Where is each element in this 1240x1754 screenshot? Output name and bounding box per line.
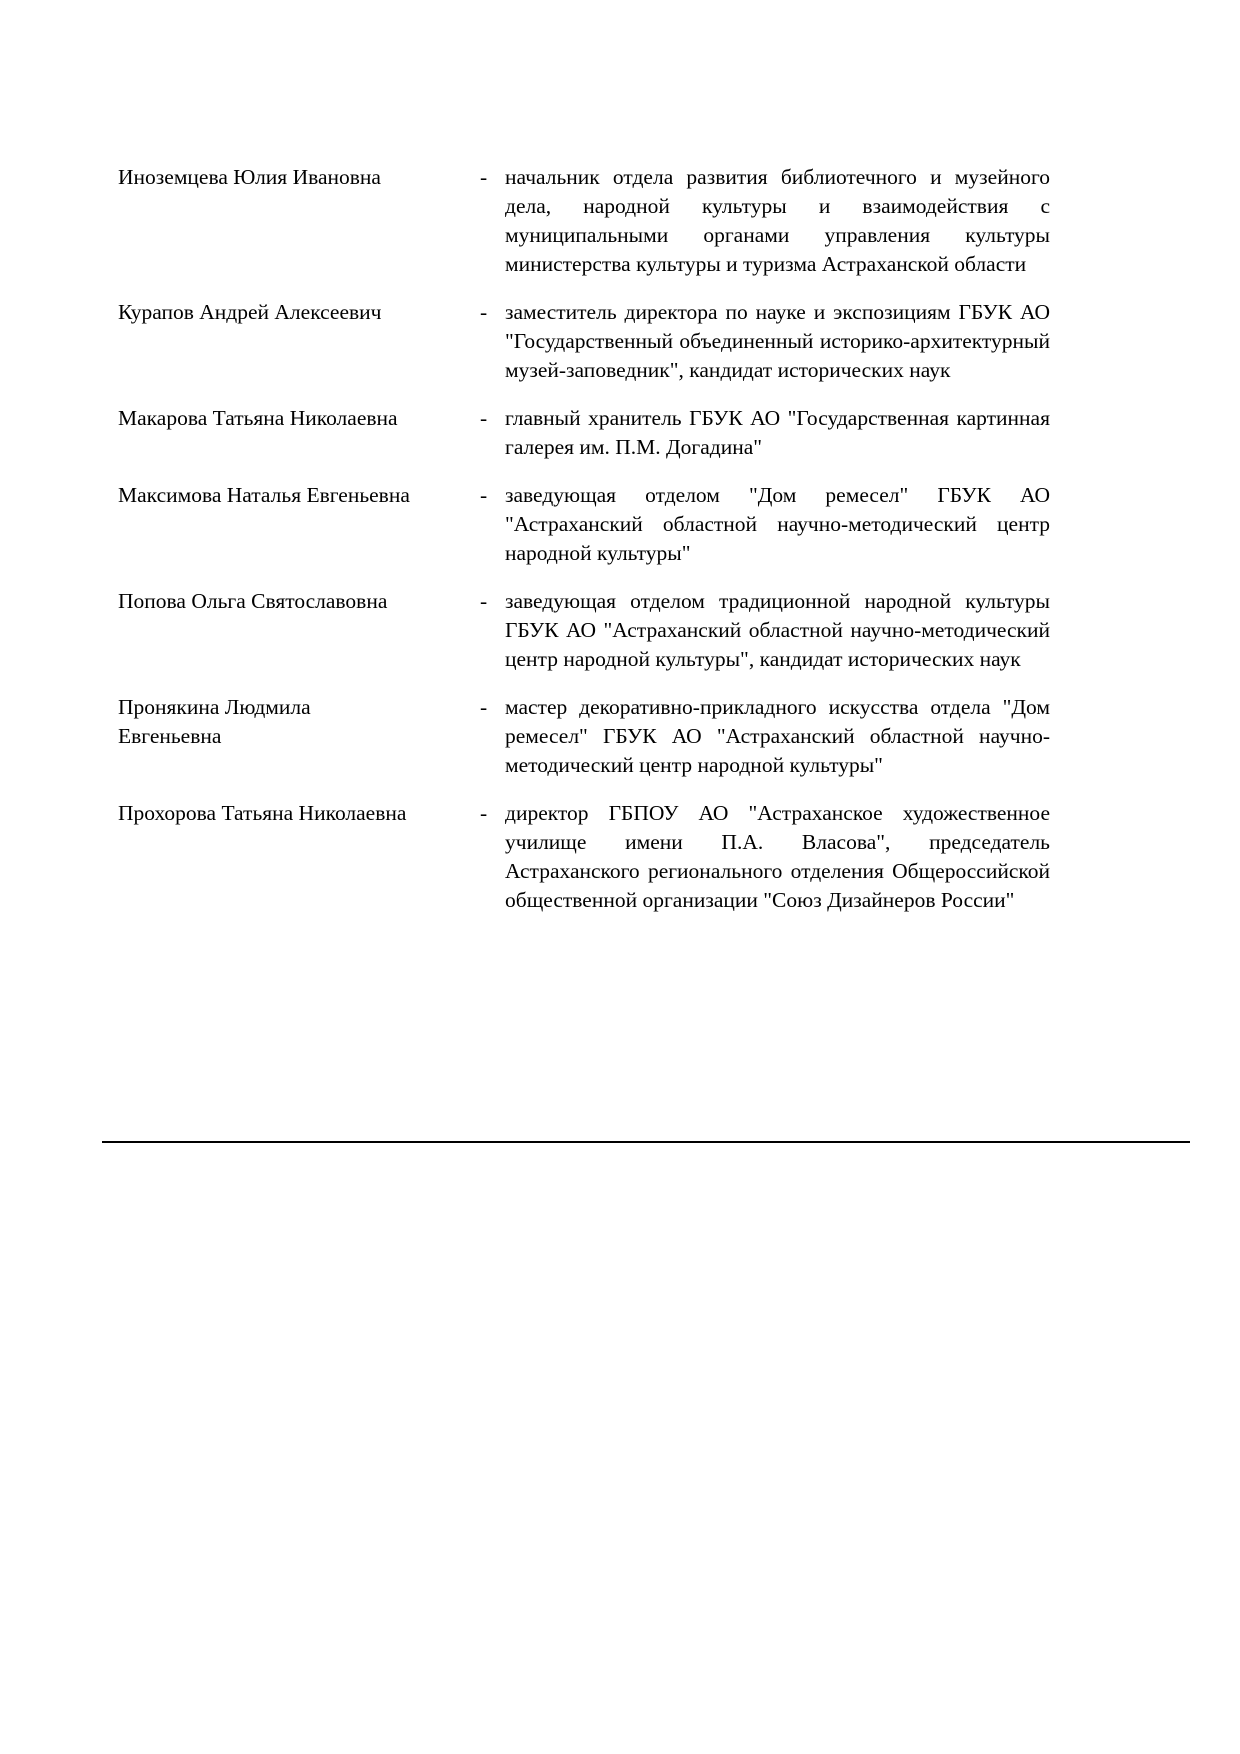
- separator-dash: -: [480, 483, 488, 507]
- separator-dash: -: [480, 695, 488, 719]
- separator-dash: -: [480, 165, 488, 189]
- member-entry: [118, 163, 1050, 279]
- member-position: заведующая отделом традиционной народной культуры ГБУК АО "Астраханский областной научно-методический центр народной культуры", кандидат исторических наук: [505, 589, 1050, 671]
- member-name: Макарова Татьяна Николаевна: [118, 406, 398, 430]
- member-position: мастер декоративно-прикладного искусства отдела "Дом ремесел" ГБУК АО "Астраханский областной научно-методический центр народной культуры": [505, 695, 1050, 777]
- member-name: Попова Ольга Святославовна: [118, 589, 388, 613]
- member-entry: [118, 799, 1050, 915]
- member-entry: [118, 587, 1050, 674]
- member-entry: [118, 693, 1050, 780]
- member-position: начальник отдела развития библиотечного и музейного дела, народной культуры и взаимодействия с муниципальными органами управления культуры министерства культуры и туризма Астраханской области: [505, 165, 1050, 276]
- horizontal-rule: [102, 1141, 1190, 1143]
- separator-dash: -: [480, 406, 488, 430]
- member-position: директор ГБПОУ АО "Астраханское художественное училище имени П.А. Власова", председатель Астраханского регионального отделения Общероссийской общественной организации "Союз Дизайнеров России": [505, 801, 1050, 912]
- separator-dash: -: [480, 801, 488, 825]
- member-entry: [118, 404, 1050, 462]
- member-name: Прохорова Татьяна Николаевна: [118, 801, 407, 825]
- member-name: Пронякина Людмила Евгеньевна: [118, 695, 311, 748]
- member-name: Курапов Андрей Алексеевич: [118, 300, 382, 324]
- committee-member-list: [118, 163, 1050, 934]
- member-position: заведующая отделом "Дом ремесел" ГБУК АО "Астраханский областной научно-методический центр народной культуры": [505, 483, 1050, 565]
- separator-dash: -: [480, 300, 488, 324]
- member-name: Иноземцева Юлия Ивановна: [118, 165, 381, 189]
- separator-dash: -: [480, 589, 488, 613]
- member-position: заместитель директора по науке и экспозициям ГБУК АО "Государственный объединенный историко-архитектурный музей-заповедник", кандидат исторических наук: [505, 300, 1050, 382]
- member-entry: [118, 298, 1050, 385]
- member-position: главный хранитель ГБУК АО "Государственная картинная галерея им. П.М. Догадина": [505, 406, 1050, 459]
- member-name: Максимова Наталья Евгеньевна: [118, 483, 410, 507]
- member-entry: [118, 481, 1050, 568]
